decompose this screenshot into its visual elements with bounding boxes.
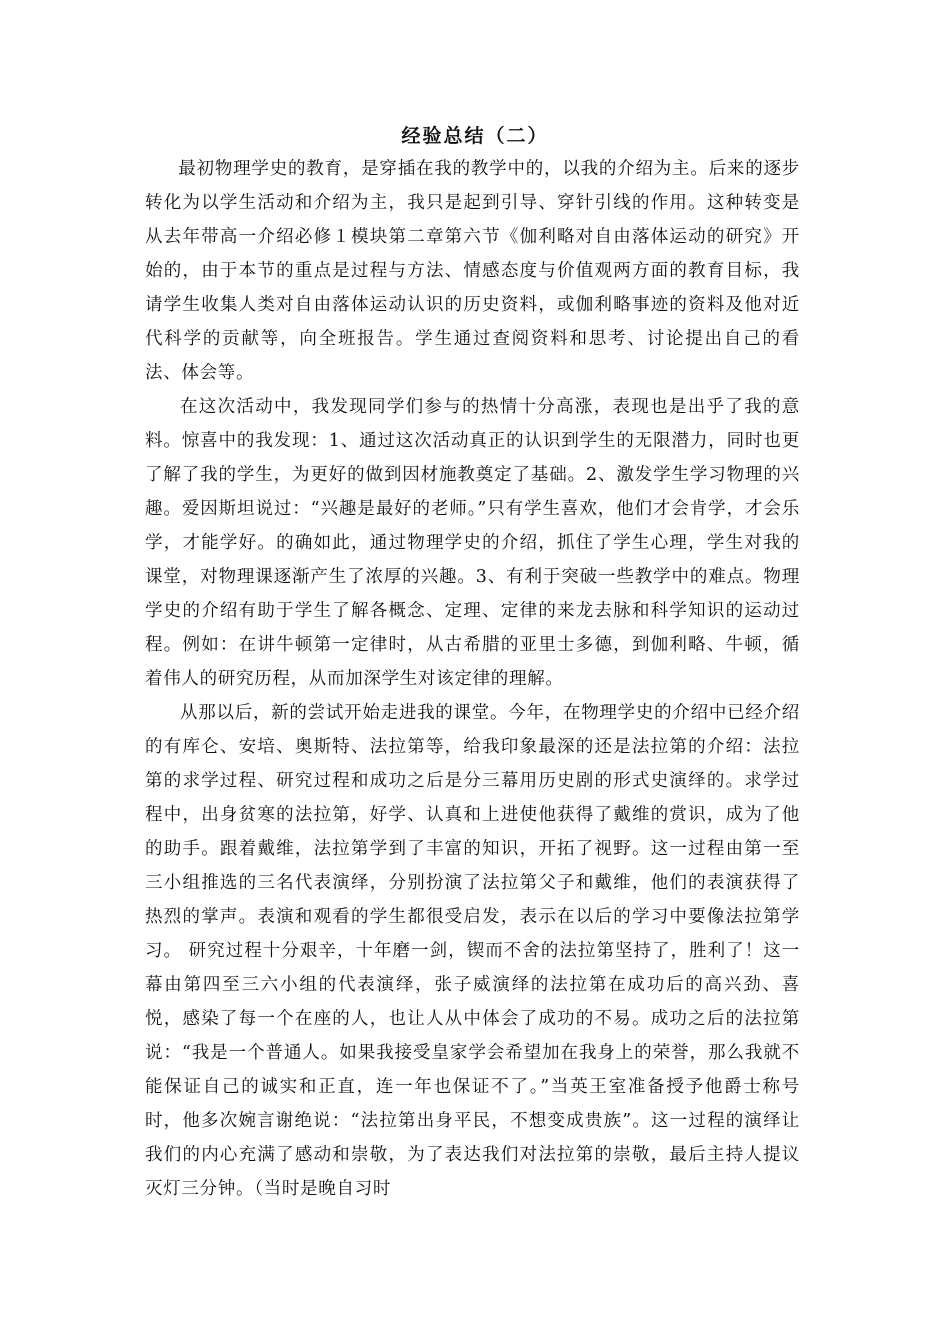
paragraph-1: 最初物理学史的教育，是穿插在我的教学中的，以我的介绍为主。后来的逐步转化为以学生活动和介绍为主，我只是起到引导、穿针引线的作用。这种转变是从去年带高一介绍必修１模块第二章第六节《伽利略对自由落体运动的研究》开始的，由于本节的重点是过程与方法、情感态度与价值观两方面的教育目标，我请学生收集人类对自由落体运动认识的历史资料，或伽利略事迹的资料及他对近代科学的贡献等，向全班报告。学生通过查阅资料和思考、讨论提出自己的看法、体会等。 xyxy=(145,159,800,383)
document-body xyxy=(145,152,800,1206)
paragraph-2: 在这次活动中，我发现同学们参与的热情十分高涨，表现也是出乎了我的意料。惊喜中的我发现：1、通过这次活动真正的认识到学生的无限潜力，同时也更了解了我的学生，为更好的做到因材施教奠定了基础。2、激发学生学习物理的兴趣。爱因斯坦说过：“兴趣是最好的老师。”只有学生喜欢，他们才会肯学，才会乐学，才能学好。的确如此，通过物理学史的介绍，抓住了学生心理，学生对我的课堂，对物理课逐渐产生了浓厚的兴趣。3、有利于突破一些教学中的难点。物理学史的介绍有助于学生了解各概念、定理、定律的来龙去脉和科学知识的运动过程。例如：在讲牛顿第一定律时，从古希腊的亚里士多德，到伽利略、牛顿，循着伟人的研究历程，从而加深学生对该定律的理解。 xyxy=(145,397,800,689)
document-title: 经验总结（二） xyxy=(401,125,549,147)
paragraph-3: 从那以后，新的尝试开始走进我的课堂。今年，在物理学史的介绍中已经介绍的有库仑、安培、奥斯特、法拉第等，给我印象最深的还是法拉第的介绍：法拉第的求学过程、研究过程和成功之后是分三幕用历史剧的形式史演绎的。求学过程中，出身贫寒的法拉第，好学、认真和上进使他获得了戴维的赏识，成为了他的助手。跟着戴维，法拉第学到了丰富的知识，开拓了视野。这一过程由第一至三小组推选的三名代表演绎，分别扮演了法拉第父子和戴维，他们的表演获得了热烈的掌声。表演和观看的学生都很受启发，表示在以后的学习中要像法拉第学习。 研究过程十分艰辛，十年磨一剑，锲而不舍的法拉第坚持了，胜利了！这一幕由第四至三六小组的代表演绎，张子威演绎的法拉第在成功后的高兴劲、喜悦，感染了每一个在座的人，也让人从中体会了成功的不易。成功之后的法拉第说：“我是一个普通人。如果我接受皇家学会希望加在我身上的荣誉，那么我就不能保证自己的诚实和正直，连一年也保证不了。”当英王室准备授予他爵士称号时，他多次婉言谢绝说：“法拉第出身平民，不想变成贵族”。这一过程的演绎让我们的内心充满了感动和崇敬，为了表达我们对法拉第的崇敬，最后主持人提议灭灯三分钟。（当时是晚自习时 xyxy=(145,703,800,1199)
